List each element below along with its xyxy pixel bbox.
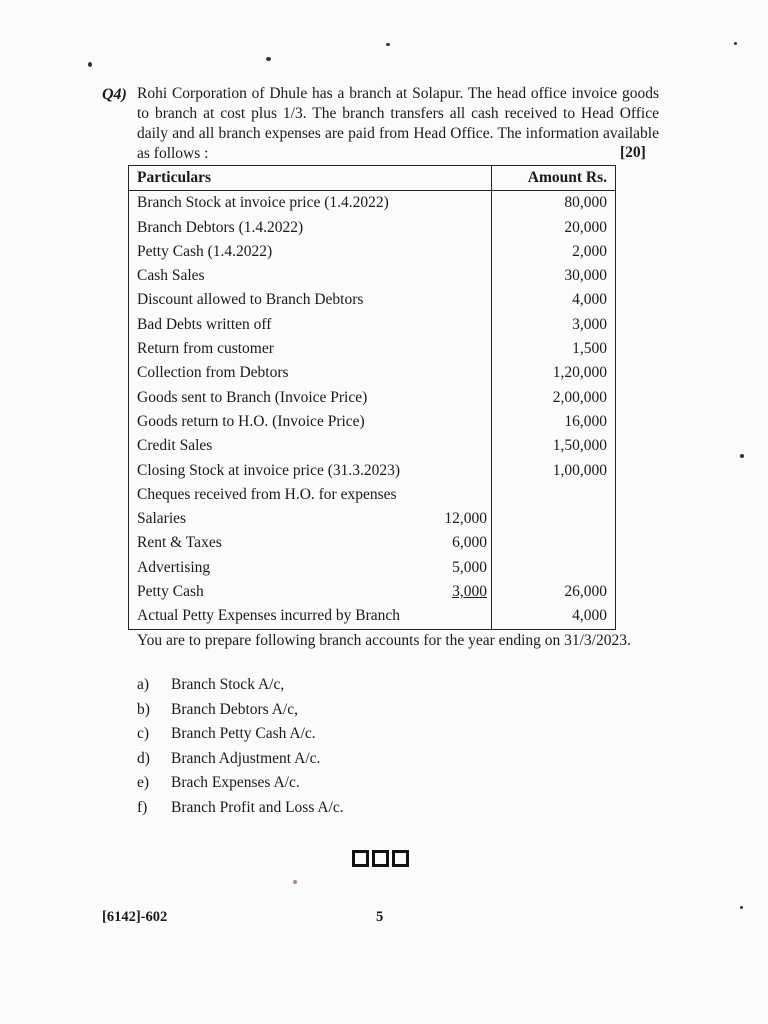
table-row [129, 580, 616, 604]
table-row [129, 264, 616, 288]
particular-cell [129, 507, 492, 531]
particular-label: Credit Sales [137, 437, 213, 455]
amount-cell: 3,000 [492, 313, 616, 337]
particular-label: Branch Stock at invoice price (1.4.2022) [137, 194, 389, 212]
amount-cell [492, 531, 616, 555]
task-letter: b) [137, 700, 150, 718]
amount-cell [492, 507, 616, 531]
particular-label: Goods sent to Branch (Invoice Price) [137, 388, 368, 406]
table-row [129, 240, 616, 264]
task-text: Branch Debtors A/c, [171, 700, 298, 718]
scan-speck [734, 42, 737, 45]
table-row [129, 531, 616, 555]
header-particulars: Particulars [129, 166, 492, 191]
amount-cell: 20,000 [492, 216, 616, 240]
particular-cell [129, 459, 492, 483]
task-letter: e) [137, 774, 150, 791]
table-row [129, 216, 616, 240]
sub-amount: 6,000 [452, 534, 487, 552]
particular-label: Goods return to H.O. (Invoice Price) [137, 412, 365, 430]
instruction-text: You are to prepare following branch accounts for the year ending on 31/3/2023. [137, 632, 631, 649]
task-text: Branch Adjustment A/c. [171, 749, 321, 767]
task-text: Branch Petty Cash A/c. [171, 725, 316, 742]
particular-label: Petty Cash (1.4.2022) [137, 242, 273, 260]
list-item [137, 722, 344, 747]
scan-speck [740, 906, 743, 909]
scan-speck [266, 57, 271, 61]
task-list [137, 673, 344, 820]
amount-cell: 1,20,000 [492, 361, 616, 385]
scan-speck [386, 43, 390, 46]
amount-cell: 1,00,000 [492, 459, 616, 483]
particular-cell [129, 556, 492, 580]
task-text: Brach Expenses A/c. [171, 774, 300, 791]
particular-cell [129, 410, 492, 434]
particular-cell [129, 580, 492, 604]
particular-label: Closing Stock at invoice price (31.3.2023) [137, 461, 401, 479]
table-row [129, 337, 616, 361]
table-row [129, 361, 616, 385]
list-item [137, 796, 344, 821]
table-row [129, 459, 616, 483]
task-letter: d) [137, 749, 150, 767]
amount-cell: 4,000 [492, 604, 616, 629]
table-row [129, 483, 616, 507]
paper-code: [6142]-602 [102, 909, 168, 925]
question-number: Q4) [102, 86, 127, 103]
task-letter: c) [137, 725, 150, 742]
amount-cell: 2,00,000 [492, 386, 616, 410]
scan-speck [740, 454, 744, 458]
table-body [129, 191, 616, 629]
particular-label: Bad Debts written off [137, 315, 272, 333]
list-item [137, 771, 344, 796]
particular-label: Actual Petty Expenses incurred by Branch [137, 607, 400, 625]
particular-cell [129, 604, 492, 629]
particular-label: Collection from Debtors [137, 364, 289, 382]
list-item [137, 747, 344, 772]
list-item [137, 673, 344, 698]
particular-label: Salaries [137, 510, 187, 528]
header-amount: Amount Rs. [492, 166, 616, 191]
particular-label: Return from customer [137, 340, 274, 358]
table-row [129, 313, 616, 337]
particular-cell [129, 313, 492, 337]
task-text: Branch Stock A/c, [171, 676, 285, 693]
particular-cell [129, 386, 492, 410]
particular-cell [129, 483, 492, 507]
particular-label: Cheques received from H.O. for expenses [137, 485, 397, 503]
table-row [129, 507, 616, 531]
amount-cell: 30,000 [492, 264, 616, 288]
amount-cell: 4,000 [492, 288, 616, 312]
amount-cell: 2,000 [492, 240, 616, 264]
particular-cell [129, 434, 492, 458]
amount-cell [492, 483, 616, 507]
table-row [129, 604, 616, 629]
list-item [137, 698, 344, 723]
scan-speck [293, 880, 297, 884]
particular-cell [129, 361, 492, 385]
amount-cell: 1,50,000 [492, 434, 616, 458]
particular-cell [129, 216, 492, 240]
table-row [129, 410, 616, 434]
particular-cell [129, 240, 492, 264]
particular-label: Cash Sales [137, 267, 205, 285]
end-of-question-mark [352, 850, 409, 867]
table-row [129, 386, 616, 410]
end-box-icon [352, 850, 369, 867]
particular-cell [129, 531, 492, 555]
particular-cell [129, 288, 492, 312]
particular-cell [129, 264, 492, 288]
sub-amount: 5,000 [452, 558, 487, 576]
end-box-icon [372, 850, 389, 867]
end-box-icon [392, 850, 409, 867]
page-number: 5 [376, 909, 384, 925]
question-text: Rohi Corporation of Dhule has a branch at Solapur. The head office invoice goods to branch at cost plus 1/3. The branch transfers all cash received to Head Office daily and all branch expenses are paid from Head Office. The information available as follows : [137, 85, 659, 162]
particular-label: Discount allowed to Branch Debtors [137, 291, 364, 309]
amount-cell: 80,000 [492, 191, 616, 216]
table-row [129, 434, 616, 458]
amount-cell: 16,000 [492, 410, 616, 434]
particular-cell [129, 191, 492, 216]
task-text: Branch Profit and Loss A/c. [171, 798, 344, 816]
particular-cell [129, 337, 492, 361]
question-marks: [20] [620, 144, 646, 161]
table-row [129, 191, 616, 216]
task-letter: a) [137, 676, 150, 693]
sub-amount: 12,000 [444, 510, 487, 528]
amount-cell: 1,500 [492, 337, 616, 361]
sub-amount: 3,000 [452, 583, 487, 601]
particular-label: Rent & Taxes [137, 534, 222, 552]
table-header-row [129, 166, 616, 191]
particular-label: Advertising [137, 558, 211, 576]
particular-label: Branch Debtors (1.4.2022) [137, 218, 304, 236]
table-row [129, 288, 616, 312]
table-row [129, 556, 616, 580]
particular-label: Petty Cash [137, 583, 204, 601]
amount-cell [492, 556, 616, 580]
data-table [128, 165, 616, 630]
amount-cell: 26,000 [492, 580, 616, 604]
task-letter: f) [137, 798, 148, 816]
scan-speck [88, 62, 92, 67]
